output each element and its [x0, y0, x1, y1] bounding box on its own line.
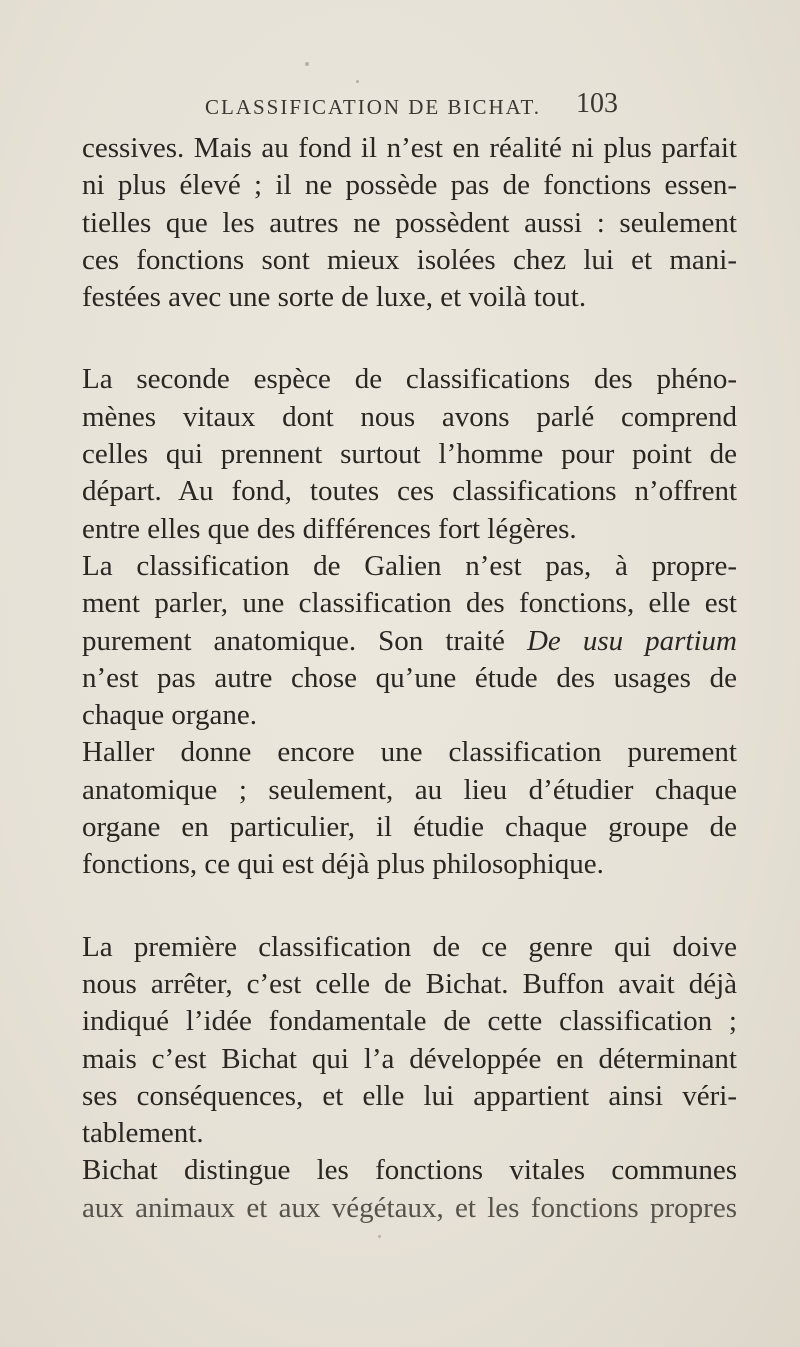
text-line: nous arrêter, c’est celle de Bichat. Buffon avait déjà	[82, 967, 737, 1000]
text-line: cessives. Mais au fond il n’est en réalité ni plus parfait	[82, 132, 737, 164]
text-line: organe en particulier, il étudie chaque groupe de	[82, 811, 737, 844]
text-line	[82, 623, 737, 660]
text-line: ment parler, une classification des fonctions, elle est	[82, 587, 737, 620]
text-fragment: purement anatomique. Son traité	[82, 624, 505, 657]
text-line: ses conséquences, et elle lui appartient ainsi véri-	[82, 1079, 737, 1112]
text-line: entre elles que des différences fort légères.	[82, 512, 577, 545]
body-text	[82, 130, 737, 1227]
text-line: Haller donne encore une classification purement	[82, 736, 737, 769]
text-line: mènes vitaux dont nous avons parlé comprend	[82, 400, 737, 433]
text-line: chaque organe.	[82, 699, 257, 732]
text-line: festées avec une sorte de luxe, et voilà tout.	[82, 281, 587, 314]
running-title: CLASSIFICATION DE BICHAT.	[205, 95, 542, 119]
text-line: anatomique ; seulement, au lieu d’étudier chaque	[82, 773, 737, 806]
text-line: Bichat distingue les fonctions vitales communes	[82, 1154, 737, 1187]
text-line: aux animaux et aux végétaux, et les fonctions propres	[82, 1191, 737, 1224]
text-line: tablement.	[82, 1117, 204, 1150]
text-line: celles qui prennent surtout l’homme pour point de	[82, 438, 737, 471]
paper-speck	[378, 1235, 381, 1238]
text-line: départ. Au fond, toutes ces classifications n’offrent	[82, 475, 737, 508]
text-line: n’est pas autre chose qu’une étude des usages de	[82, 661, 737, 694]
page-number: 103	[576, 88, 618, 119]
paper-speck	[305, 62, 309, 66]
text-line: indiqué l’idée fondamentale de cette classification ;	[82, 1005, 737, 1038]
text-line: mais c’est Bichat qui l’a développée en déterminant	[82, 1042, 737, 1075]
paragraph-gap	[82, 884, 737, 929]
text-line: La classification de Galien n’est pas, à propre-	[82, 549, 737, 582]
text-line: fonctions, ce qui est déjà plus philosophique.	[82, 848, 604, 881]
paper-speck	[356, 80, 359, 83]
italic-title: De usu partium	[526, 624, 737, 657]
text-line: ni plus élevé ; il ne possède pas de fonctions essen-	[82, 169, 737, 202]
text-line: La première classification de ce genre qui doive	[82, 930, 737, 963]
text-line: La seconde espèce de classifications des phéno-	[82, 363, 737, 396]
paragraph-gap	[82, 316, 737, 361]
text-line: tielles que les autres ne possèdent aussi : seulement	[82, 206, 737, 239]
text-line: ces fonctions sont mieux isolées chez lui et mani-	[82, 243, 737, 276]
